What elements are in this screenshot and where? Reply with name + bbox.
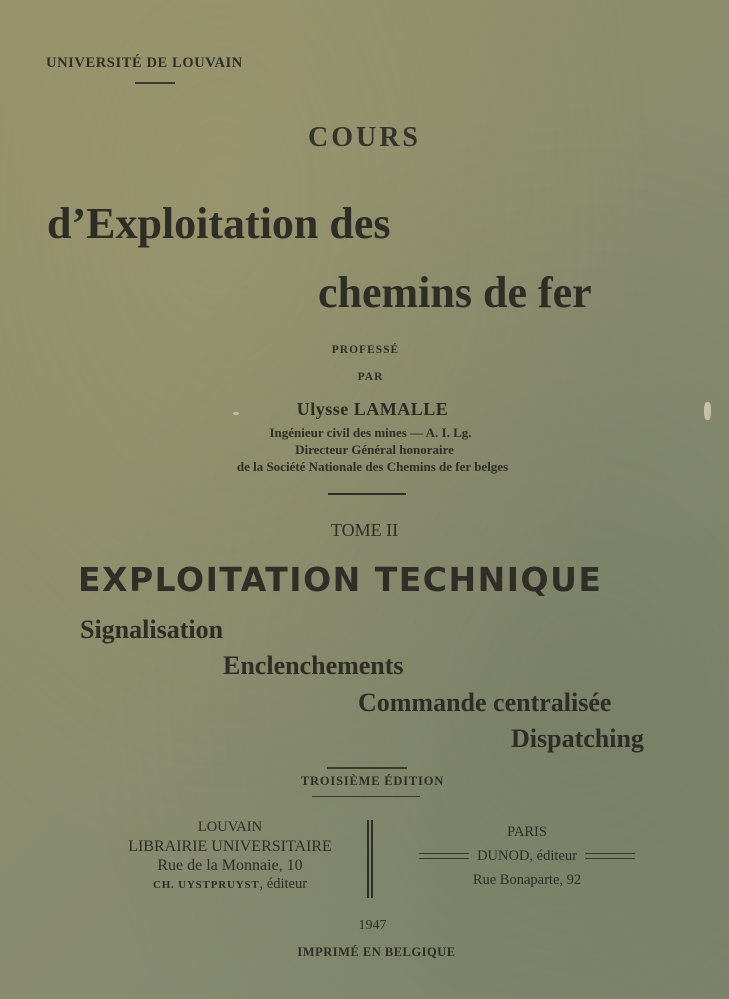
author-credential: Directeur Général honoraire (295, 442, 454, 457)
publisher-address: Rue de la Monnaie, 10 (157, 857, 303, 874)
subject-item: Enclenchements (223, 651, 404, 680)
professed-label: PROFESSÉ (331, 344, 400, 356)
publisher-address: Rue Bonaparte, 92 (472, 871, 582, 888)
double-rule (419, 853, 469, 859)
divider-rule (327, 767, 407, 769)
subject-item: Signalisation (80, 615, 224, 644)
course-kicker: COURS (307, 122, 421, 153)
volume-heading: EXPLOITATION TECHNIQUE (78, 560, 603, 599)
title-line-1: d’Exploitation des (47, 199, 391, 248)
by-label: PAR (357, 371, 384, 383)
publisher-name-row (392, 844, 662, 868)
subject-item: Dispatching (511, 724, 644, 753)
publisher-city: LOUVAIN (197, 819, 263, 835)
paper-speck (241, 286, 250, 290)
publisher-paris (392, 820, 662, 892)
double-rule (585, 853, 635, 859)
printed-in: IMPRIMÉ EN BELGIQUE (297, 945, 456, 959)
publisher-separator (371, 820, 373, 898)
edition-label: TROISIÈME ÉDITION (300, 774, 445, 788)
editor-suffix: , éditeur (259, 876, 308, 892)
university-name: UNIVERSITÉ DE LOUVAIN (46, 55, 243, 71)
subject-item: Commande centralisée (358, 688, 612, 717)
volume-number: TOME II (330, 520, 399, 540)
divider-rule (328, 493, 406, 495)
university-underline (135, 82, 175, 84)
title-line-2: chemins de fer (318, 268, 592, 317)
author-credential: Ingénieur civil des mines — A. I. Lg. (269, 425, 472, 440)
publisher-louvain (90, 818, 370, 895)
publication-year: 1947 (358, 918, 387, 933)
publisher-separator (367, 820, 369, 898)
publisher-city: PARIS (507, 823, 547, 840)
author-name: Ulysse LAMALLE (296, 399, 449, 419)
author-credential: de la Société Nationale des Chemins de fer belges (236, 459, 509, 474)
publisher-name: DUNOD, éditeur (477, 847, 577, 864)
divider-rule (312, 796, 420, 797)
publisher-editor (90, 875, 370, 895)
editor-name: CH. UYSTPRUYST (152, 879, 260, 891)
publisher-name: LIBRAIRIE UNIVERSITAIRE (128, 838, 332, 855)
